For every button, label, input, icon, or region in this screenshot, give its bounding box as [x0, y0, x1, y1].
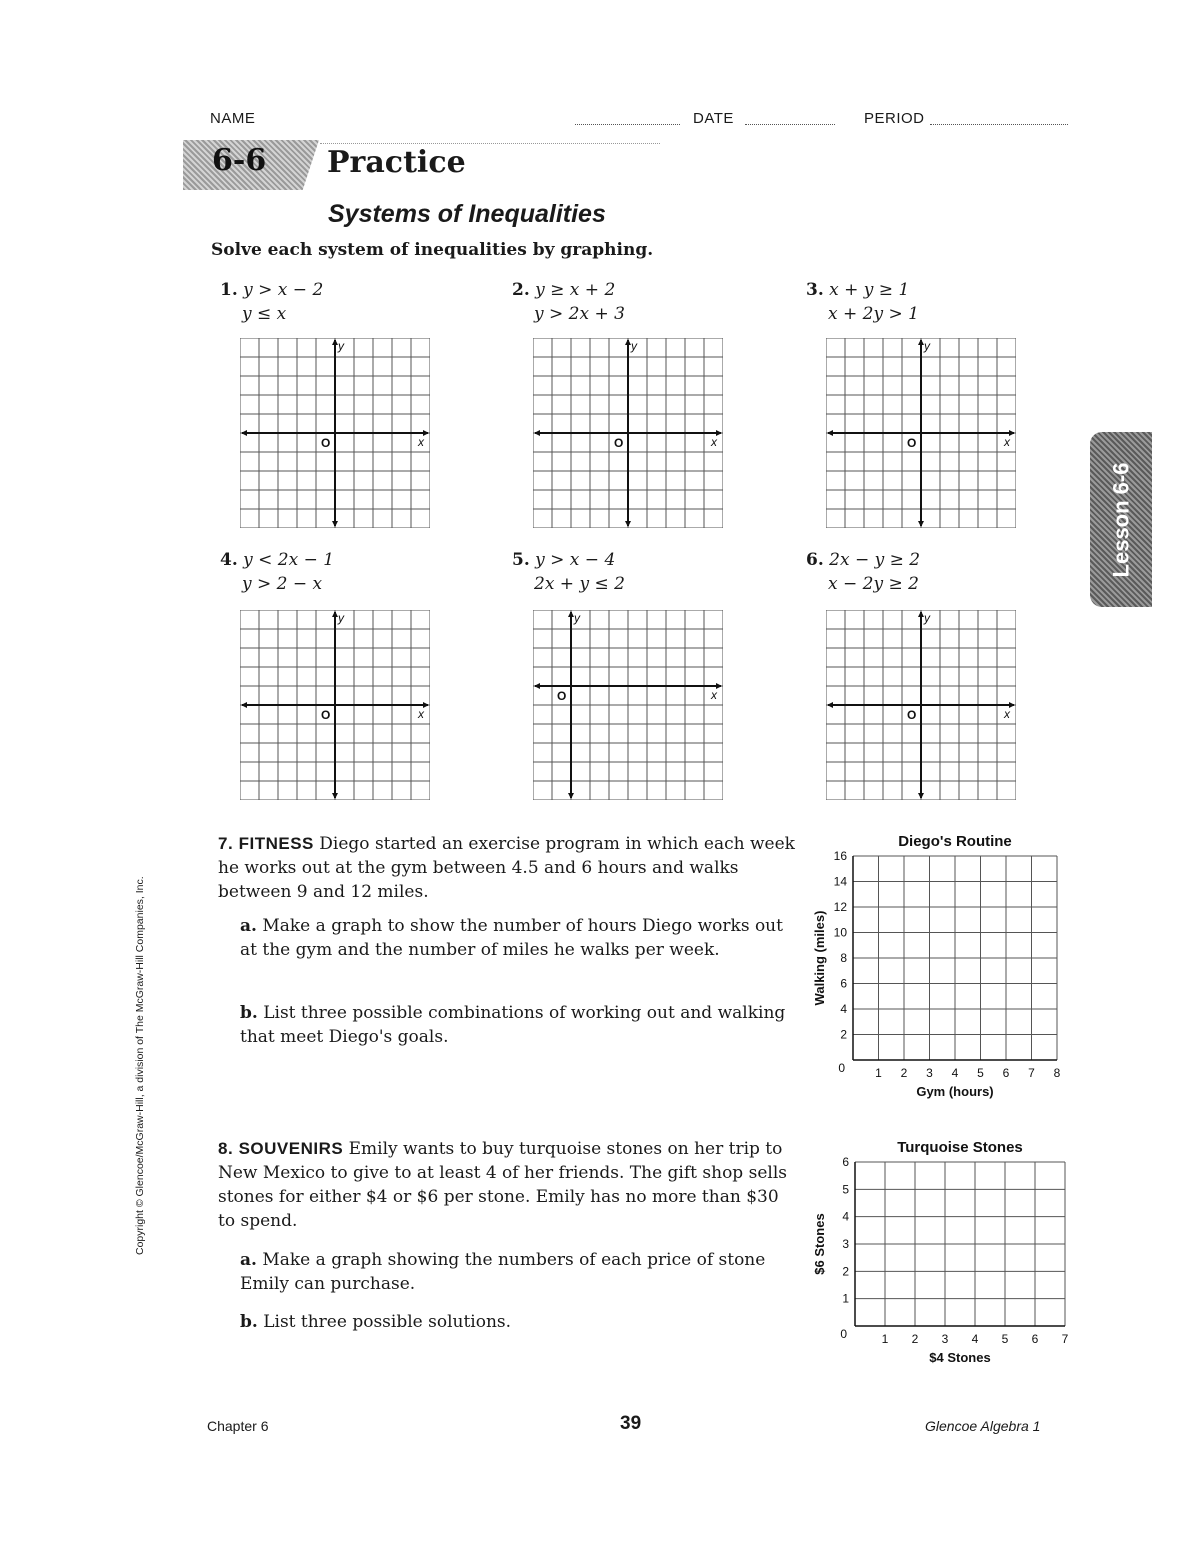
- part-label: a.: [240, 1250, 257, 1270]
- word-problem-8: [218, 1137, 798, 1233]
- problem-5: [512, 548, 625, 596]
- part-7a: [240, 914, 800, 962]
- y-arrow-down: [332, 793, 338, 799]
- page-title: Practice: [327, 145, 466, 180]
- y-tick-label: 14: [833, 874, 847, 889]
- x-tick-label: 3: [926, 1066, 933, 1080]
- lesson-number: 6-6: [212, 143, 267, 178]
- coordinate-grid-1[interactable]: [240, 338, 430, 528]
- problem-6: [806, 548, 920, 596]
- x-arrow-left: [241, 430, 247, 436]
- x-tick-label: 7: [1028, 1066, 1035, 1080]
- part-7b: [240, 1001, 800, 1049]
- origin-label: 0: [838, 1061, 845, 1075]
- y-tick-label: 4: [842, 1209, 849, 1224]
- page-subtitle: Systems of Inequalities: [328, 200, 606, 228]
- problem-number: 6.: [806, 550, 824, 570]
- x-tick-label: 5: [1001, 1332, 1009, 1346]
- part-text: List three possible solutions.: [263, 1312, 512, 1332]
- problem-number: 3.: [806, 280, 824, 300]
- inequality-1: y > x − 2: [243, 280, 324, 300]
- inequality-2: y ≤ x: [242, 304, 287, 324]
- y-arrow-down: [625, 521, 631, 527]
- origin-label: O: [321, 436, 331, 450]
- y-axis-label: y: [574, 611, 580, 625]
- x-axis-label: x: [711, 435, 717, 449]
- x-tick-label: 2: [911, 1332, 919, 1346]
- inequality-1: x + y ≥ 1: [829, 280, 910, 300]
- x-axis-label: x: [711, 688, 717, 702]
- part-label: b.: [240, 1003, 258, 1023]
- y-tick-label: 1: [842, 1291, 849, 1306]
- x-tick-label: 6: [1031, 1332, 1039, 1346]
- x-axis-label: x: [1004, 707, 1010, 721]
- x-tick-label: 4: [971, 1332, 979, 1346]
- y-tick-label: 8: [840, 951, 847, 965]
- x-tick-label: 3: [941, 1332, 949, 1346]
- problem-keyword: SOUVENIRS: [238, 1139, 344, 1158]
- part-8b: [240, 1310, 800, 1334]
- origin-label: O: [907, 708, 917, 722]
- y-tick-label: 2: [842, 1264, 849, 1279]
- footer-page-number: 39: [620, 1413, 642, 1434]
- y-axis-label: y: [338, 339, 344, 353]
- problem-number: 4.: [220, 550, 238, 570]
- y-tick-label: 10: [833, 925, 847, 940]
- coordinate-grid-2[interactable]: [533, 338, 723, 528]
- problem-4: [220, 548, 334, 596]
- instructions: Solve each system of inequalities by graphing.: [211, 240, 654, 260]
- y-tick-label: 3: [842, 1237, 849, 1251]
- origin-label: O: [321, 708, 331, 722]
- problem-text: Diego started an exercise program in which each week he works out at the gym between 4.5 and 6 hours and walks between 9 and 12 miles.: [218, 834, 795, 902]
- x-tick-label: 5: [977, 1066, 984, 1080]
- inequality-2: y > 2 − x: [242, 574, 323, 594]
- coordinate-grid-3[interactable]: [826, 338, 1016, 528]
- x-tick-label: 6: [1002, 1066, 1010, 1080]
- word-problem-7: [218, 832, 798, 904]
- problem-text: Emily wants to buy turquoise stones on her trip to New Mexico to give to at least 4 of her friends. The gift shop sells stones for either $4 or $6 per stone. Emily has no more than $30 to spend.: [218, 1139, 787, 1231]
- part-label: a.: [240, 916, 257, 936]
- name-label: NAME: [210, 110, 256, 127]
- x-tick-label: 2: [900, 1066, 908, 1080]
- origin-label: O: [557, 689, 567, 703]
- x-arrow-left: [241, 702, 247, 708]
- inequality-2: y > 2x + 3: [534, 304, 625, 324]
- inequality-2: x − 2y ≥ 2: [828, 574, 919, 594]
- x-tick-label: 1: [881, 1332, 889, 1346]
- x-axis-label: x: [418, 435, 424, 449]
- date-label: DATE: [693, 110, 734, 127]
- inequality-1: y ≥ x + 2: [535, 280, 616, 300]
- header-divider: [320, 143, 660, 144]
- chart-title: Diego's Routine: [898, 833, 1012, 850]
- coordinate-grid-5[interactable]: [533, 610, 723, 800]
- lesson-side-tab-text-wrap: [1090, 432, 1152, 607]
- problem-3: [806, 278, 919, 326]
- y-axis-title: $6 Stones: [812, 1213, 827, 1275]
- inequality-1: y > x − 4: [535, 550, 616, 570]
- x-axis-title: $4 Stones: [929, 1350, 991, 1365]
- part-text: Make a graph showing the numbers of each price of stone Emily can purchase.: [240, 1250, 766, 1294]
- turquoise-stones-chart[interactable]: [808, 1134, 1070, 1366]
- x-tick-label: 8: [1053, 1066, 1061, 1080]
- chart-title: Turquoise Stones: [897, 1139, 1023, 1156]
- inequality-2: x + 2y > 1: [828, 304, 919, 324]
- inequality-1: 2x − y ≥ 2: [829, 550, 921, 570]
- inequality-1: y < 2x − 1: [243, 550, 335, 570]
- problem-2: [512, 278, 625, 326]
- y-axis-label: y: [338, 611, 344, 625]
- part-label: b.: [240, 1312, 258, 1332]
- problem-number: 1.: [220, 280, 238, 300]
- x-arrow-left: [827, 430, 833, 436]
- x-tick-label: 1: [875, 1066, 882, 1080]
- x-arrow-left: [534, 683, 540, 689]
- period-blank[interactable]: [930, 124, 1068, 125]
- problem-number: 7.: [218, 834, 234, 853]
- y-axis-title: Walking (miles): [812, 910, 827, 1006]
- y-tick-label: 4: [840, 1002, 847, 1016]
- y-tick-label: 16: [833, 849, 847, 863]
- part-text: Make a graph to show the number of hours Diego works out at the gym and the number of miles he walks per week.: [240, 916, 783, 960]
- period-label: PERIOD: [864, 110, 925, 127]
- origin-label: 0: [840, 1327, 847, 1341]
- y-tick-label: 6: [842, 1155, 849, 1169]
- part-text: List three possible combinations of working out and walking that meet Diego's goals.: [240, 1003, 786, 1047]
- y-arrow-down: [918, 521, 924, 527]
- problem-1: [220, 278, 323, 326]
- x-arrow-left: [534, 430, 540, 436]
- origin-label: O: [614, 436, 624, 450]
- inequality-2: 2x + y ≤ 2: [534, 574, 625, 594]
- y-axis-label: y: [631, 339, 637, 353]
- coordinate-grid-6[interactable]: [826, 610, 1016, 800]
- diegos-routine-chart[interactable]: [808, 828, 1070, 1106]
- x-tick-label: 7: [1061, 1332, 1069, 1346]
- footer-chapter: Chapter 6: [207, 1418, 269, 1434]
- x-axis-title: Gym (hours): [916, 1084, 994, 1099]
- y-tick-label: 12: [833, 900, 847, 914]
- problem-number: 2.: [512, 280, 530, 300]
- lesson-side-tab-label: Lesson 6-6: [1108, 462, 1133, 577]
- name-blank[interactable]: [575, 124, 680, 125]
- problem-keyword: FITNESS: [238, 834, 314, 853]
- y-tick-label: 6: [840, 976, 847, 991]
- y-tick-label: 5: [842, 1182, 849, 1197]
- y-axis-label: y: [924, 339, 930, 353]
- date-blank[interactable]: [745, 124, 835, 125]
- x-tick-label: 4: [951, 1066, 959, 1080]
- y-arrow-down: [568, 793, 574, 799]
- footer-book-title: Glencoe Algebra 1: [925, 1418, 1041, 1434]
- x-axis-label: x: [418, 707, 424, 721]
- y-arrow-down: [918, 793, 924, 799]
- problem-number: 8.: [218, 1139, 234, 1158]
- x-axis-label: x: [1004, 435, 1010, 449]
- x-arrow-left: [827, 702, 833, 708]
- y-axis-label: y: [924, 611, 930, 625]
- part-8a: [240, 1248, 800, 1296]
- y-arrow-down: [332, 521, 338, 527]
- coordinate-grid-4[interactable]: [240, 610, 430, 800]
- problem-number: 5.: [512, 550, 530, 570]
- copyright-notice: Copyright © Glencoe/McGraw-Hill, a division of The McGraw-Hill Companies, Inc.: [134, 876, 146, 1255]
- origin-label: O: [907, 436, 917, 450]
- y-tick-label: 2: [840, 1027, 847, 1042]
